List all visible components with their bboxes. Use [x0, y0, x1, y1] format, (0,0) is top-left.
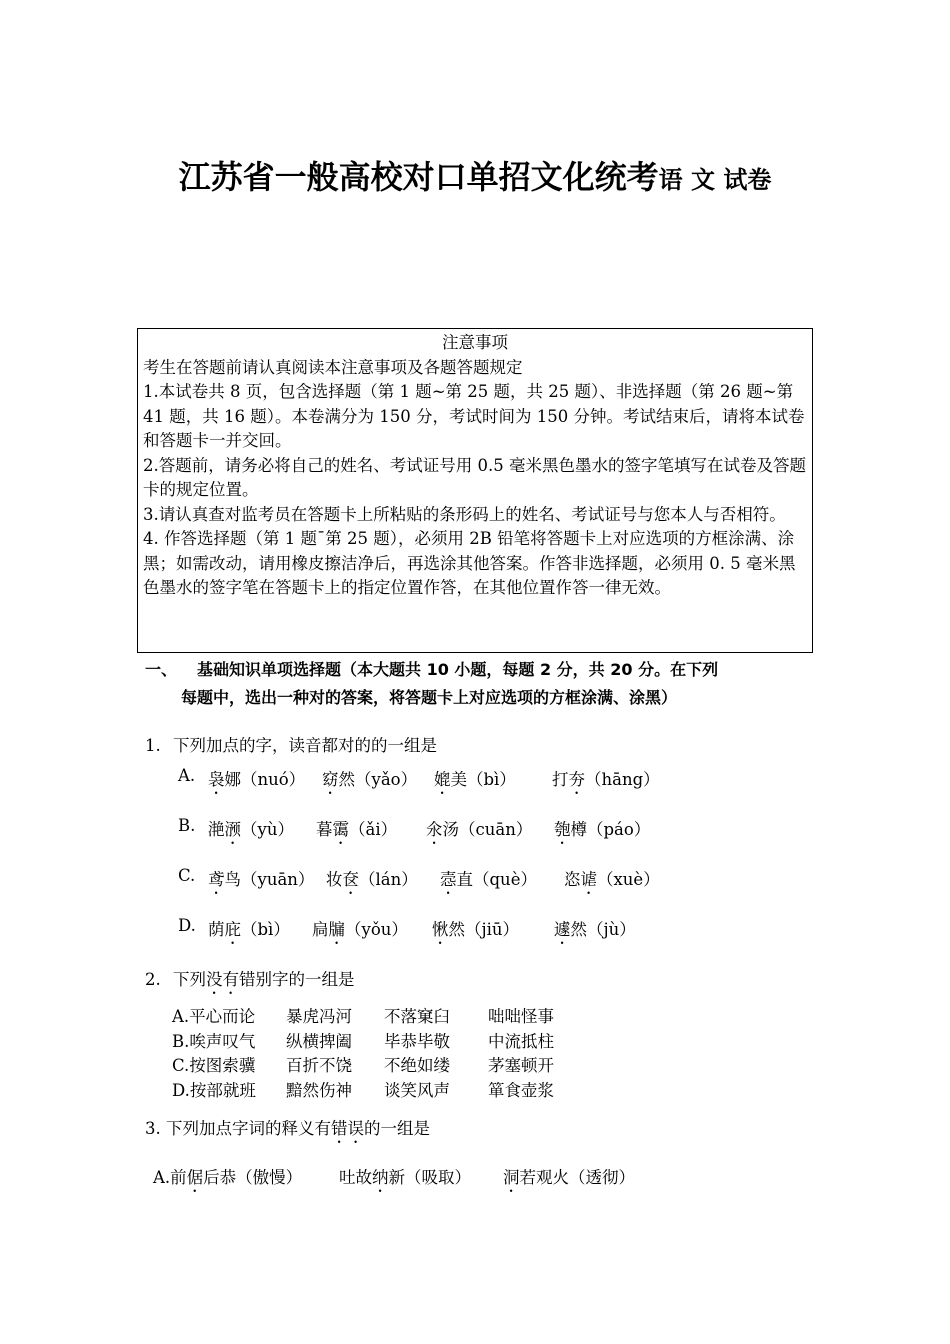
option-label: B. [178, 816, 196, 835]
question-1 [145, 732, 437, 756]
option-item: 前倨后恭（傲慢） [170, 1168, 303, 1187]
dotted-word: 错误 [331, 1119, 364, 1138]
option-item: 恣谑（xuè） [564, 870, 660, 889]
dotted-char: 悫 [440, 870, 457, 889]
section-number: 一、 [145, 660, 178, 679]
option-item: 滟滪（yù） [208, 820, 294, 839]
q2-option-row: B.唉声叹气 纵横捭阖 毕恭毕敬 中流抵柱 [172, 1031, 554, 1051]
option-item: 打夯（hāng） [552, 770, 660, 789]
notice-box [137, 328, 813, 653]
title-main: 江苏省一般高校对口单招文化统考 [178, 158, 659, 196]
option-item: 袅娜（nuó） [208, 770, 306, 789]
option-item: 吐故纳新（吸取） [339, 1168, 471, 1187]
dotted-char: 窈 [322, 770, 339, 789]
q2-option-row: C.按图索骥 百折不饶 不绝如缕 茅塞顿开 [172, 1056, 554, 1075]
dotted-char: 滪 [224, 820, 241, 839]
question-stem-post: 错别字的一组是 [239, 970, 355, 989]
dotted-char: 媲 [434, 770, 451, 789]
option-label: C. [178, 866, 196, 885]
dotted-char: 鸢 [208, 870, 225, 889]
question-number: 3. [145, 1119, 161, 1138]
notice-heading: 注意事项 [442, 333, 508, 352]
q1-option-b [178, 816, 651, 839]
dotted-char: 倨 [186, 1168, 204, 1187]
option-item: 愀然（jiū） [432, 920, 520, 939]
dotted-char: 夯 [568, 770, 585, 789]
option-item: 扃牖（yǒu） [312, 920, 408, 939]
section-text-line1: 基础知识单项选择题（本大题共 10 小题，每题 2 分，共 20 分。在下列 [197, 660, 719, 679]
dotted-char: 匏 [554, 820, 571, 839]
question-number: 2. [145, 970, 161, 989]
notice-line: 2.答题前，请务必将自己的姓名、考试证号用 0.5 毫米黑色墨水的签字笔填写在试卷及答题卡的规定位置。 [143, 455, 806, 499]
dotted-char: 牖 [328, 920, 345, 939]
dotted-char: 袅 [208, 770, 225, 789]
dotted-char: 庇 [224, 920, 241, 939]
option-item: 媲美（bì） [434, 770, 516, 789]
q2-options [172, 1005, 554, 1103]
q3-option-a [153, 1164, 635, 1196]
question-stem-pre: 下列加点字词的释义有 [166, 1119, 331, 1138]
option-item: 匏樽（páo） [554, 820, 651, 839]
option-label: A. [153, 1168, 171, 1187]
option-item: 妆奁（lán） [326, 870, 418, 889]
q1-option-c [178, 866, 660, 889]
question-stem: 下列加点的字，读音都对的的一组是 [173, 736, 437, 755]
notice-line: 3.请认真查对监考员在答题卡上所粘贴的条形码上的姓名、考试证号与您本人与否相符。 [143, 504, 786, 524]
dotted-char: 氽 [426, 820, 443, 839]
question-3 [145, 1115, 430, 1147]
section-1-heading [145, 656, 805, 712]
option-item: 氽汤（cuān） [426, 820, 533, 839]
dotted-char: 谑 [580, 870, 597, 889]
dotted-word: 没有 [206, 970, 239, 989]
option-label: D. [178, 916, 196, 935]
q2-option-row: A.平心而论 暴虎冯河 不落窠臼 咄咄怪事 [172, 1007, 554, 1026]
option-item: 遽然（jù） [554, 920, 636, 939]
dotted-char: 纳 [372, 1168, 389, 1187]
option-item: 洞若观火（透彻） [503, 1168, 635, 1187]
dotted-char: 愀 [432, 920, 449, 939]
dotted-char: 遽 [554, 920, 571, 939]
notice-line: 1.本试卷共 8 页，包含选择题（第 1 题~第 25 题，共 25 题）、非选择题（第 26 题~第 41 题，共 16 题）。本卷满分为 150 分，考试时间为 150 分钟。考试结束后，请将本试卷和答题卡一并交回。 [143, 382, 805, 450]
q1-option-d [178, 916, 636, 939]
dotted-char: 霭 [332, 820, 349, 839]
question-stem-pre: 下列 [173, 970, 206, 989]
option-item: 暮霭（ǎi） [316, 820, 398, 839]
title-sub: 语 文 试卷 [658, 166, 772, 194]
option-item: 窈然（yǎo） [322, 770, 418, 789]
option-item: 荫庇（bì） [208, 920, 290, 939]
notice-line: 4. 作答选择题（第 1 题ˉ第 25 题），必须用 2B 铅笔将答题卡上对应选项的方框涂满、涂黑；如需改动，请用橡皮擦洁净后，再选涂其他答案。作答非选择题，必须用 0. 5 毫米黑色墨水的签字笔在答题卡上的指定位置作答，在其他位置作答一律无效。 [143, 529, 796, 597]
section-text-line2: 每题中，选出一种对的答案，将答题卡上对应选项的方框涂满、涂黑） [181, 688, 678, 707]
dotted-char: 奁 [342, 870, 359, 889]
dotted-char: 洞 [503, 1168, 520, 1187]
q1-option-a [178, 766, 660, 789]
option-label: A. [178, 766, 196, 785]
option-item: 悫直（què） [440, 870, 537, 889]
notice-line: 考生在答题前请认真阅读本注意事项及各题答题规定 [143, 357, 523, 377]
exam-title [0, 152, 950, 198]
option-item: 鸢鸟（yuān） [208, 870, 315, 889]
question-number: 1. [145, 736, 161, 755]
q2-option-row: D.按部就班 黯然伤神 谈笑风声 箪食壶浆 [172, 1080, 554, 1100]
question-2 [145, 966, 355, 998]
question-stem-post: 的一组是 [364, 1119, 430, 1138]
